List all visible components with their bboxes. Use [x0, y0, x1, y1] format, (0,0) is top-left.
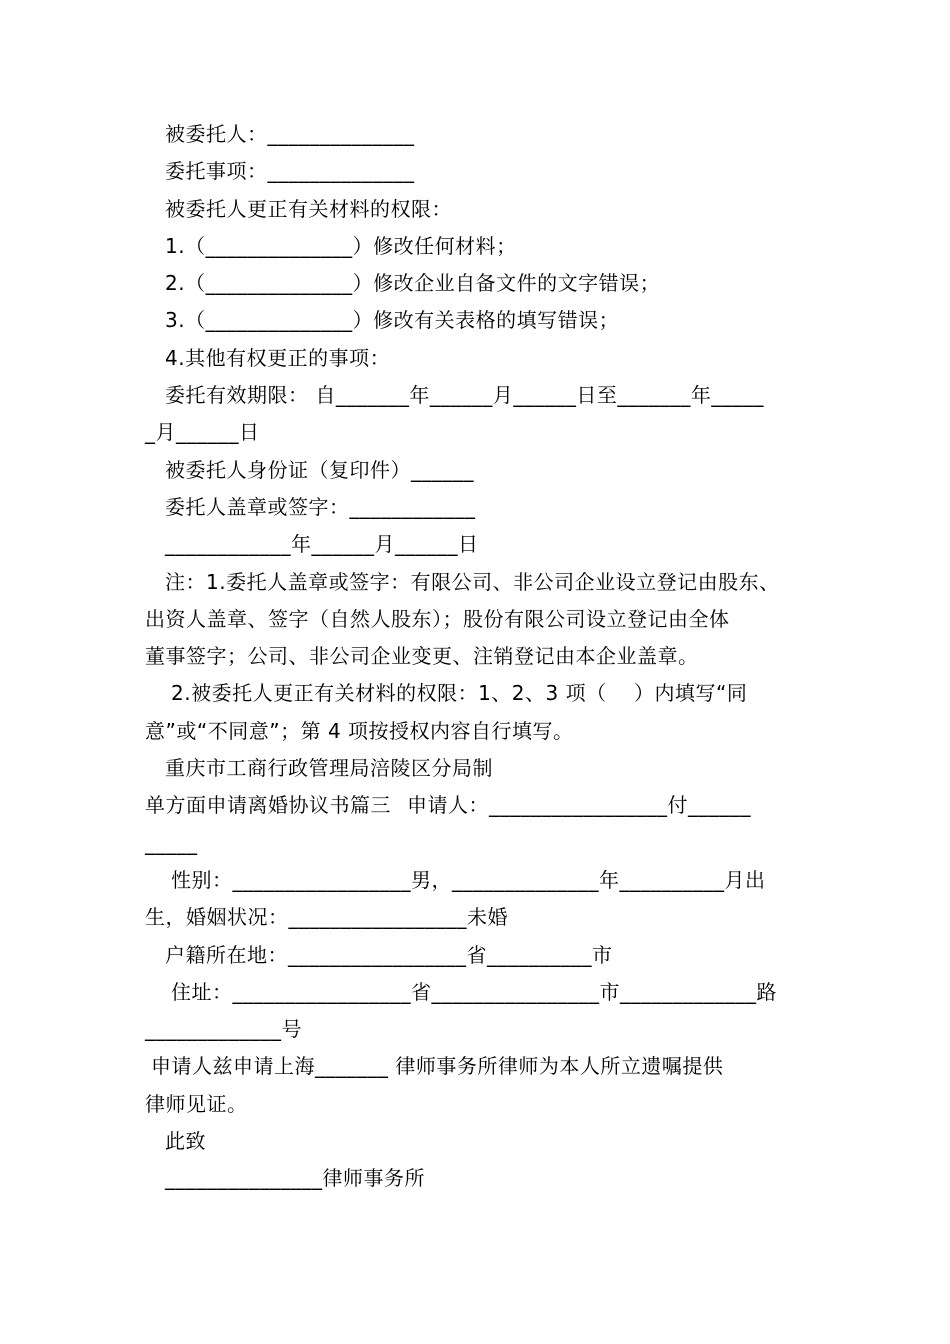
date-line: ____________年______月______日 [165, 532, 479, 557]
document-page [145, 116, 810, 1198]
note-line-1: 注：1.委托人盖章或签字：有限公司、非公司企业设立登记由股东、 [165, 569, 780, 594]
entrusted-matter-line: 委托事项：______________ [165, 159, 415, 184]
salutation-line: 此致 [165, 1129, 206, 1154]
request-line-cont: 律师见证。 [145, 1091, 248, 1116]
validity-period-line-cont: _月______日 [145, 420, 260, 445]
address-line-cont: _____________号 [145, 1017, 302, 1042]
household-registration-line: 户籍所在地：_________________省__________市 [165, 942, 613, 967]
correction-rights-heading: 被委托人更正有关材料的权限： [165, 196, 452, 221]
issuer-line: 重庆市工商行政管理局涪陵区分局制 [165, 756, 493, 781]
signature-line: 委托人盖章或签字：____________ [165, 494, 476, 519]
applicant-field: 申请人：_________________付______ [407, 793, 751, 818]
section-title-line [145, 787, 810, 824]
gender-line: 性别：_________________男，______________年__________月出 [171, 867, 766, 892]
rights-item-4: 4.其他有权更正的事项： [165, 345, 391, 370]
marital-status-line: 生，婚姻状况：_________________未婚 [145, 905, 508, 930]
applicant-line-cont: _____ [145, 830, 198, 855]
note-line-4: 2.被委托人更正有关材料的权限：1、2、3 项（ ）内填写“同 [171, 681, 748, 706]
rights-item-2: 2.（______________）修改企业自备文件的文字错误； [165, 271, 661, 296]
note-line-2: 出资人盖章、签字（自然人股东）；股份有限公司设立登记由全体 [145, 606, 730, 631]
id-card-line: 被委托人身份证（复印件）______ [165, 457, 474, 482]
rights-item-3: 3.（______________）修改有关表格的填写错误； [165, 308, 620, 333]
validity-period-line: 委托有效期限： 自_______年______月______日至_______年_____ [165, 383, 764, 408]
note-line-5: 意”或“不同意”；第 4 项按授权内容自行填写。 [145, 718, 574, 743]
address-line: 住址：_________________省________________市_____________路 [171, 979, 777, 1004]
request-line: 申请人兹申请上海_______ 律师事务所律师为本人所立遗嘱提供 [151, 1054, 724, 1079]
note-line-3: 董事签字；公司、非公司企业变更、注销登记由本企业盖章。 [145, 644, 699, 669]
section-title: 单方面申请离婚协议书篇三 [145, 793, 391, 818]
rights-item-1: 1.（______________）修改任何材料； [165, 233, 517, 258]
agent-line: 被委托人：______________ [165, 122, 415, 146]
law-firm-line: _______________律师事务所 [165, 1166, 425, 1191]
